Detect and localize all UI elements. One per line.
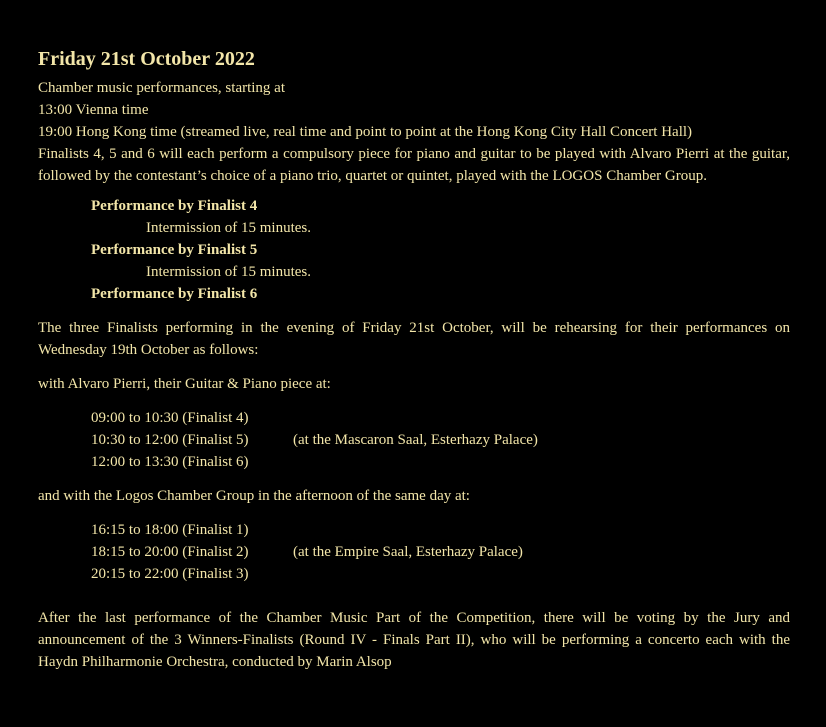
slot-row	[38, 451, 790, 473]
slot-time: 10:30 to 12:00 (Finalist 5)	[91, 432, 249, 448]
intermission-1: Intermission of 15 minutes.	[146, 220, 311, 236]
document-body	[38, 45, 790, 673]
performance-finalist-6: Performance by Finalist 6	[91, 286, 258, 302]
logos-heading: and with the Logos Chamber Group in the afternoon of the same day at:	[38, 488, 470, 504]
intermission-2: Intermission of 15 minutes.	[146, 264, 311, 280]
slot-row	[38, 563, 790, 585]
performance-finalist-5: Performance by Finalist 5	[91, 242, 258, 258]
slot-time: 18:15 to 20:00 (Finalist 2)	[91, 544, 249, 560]
slot-time: 09:00 to 10:30 (Finalist 4)	[91, 410, 249, 426]
logos-slots	[38, 519, 790, 585]
intro-paragraph: Finalists 4, 5 and 6 will each perform a compulsory piece for piano and guitar to be played with Alvaro Pierri at the guitar, followed by the contestant’s choice of a piano trio, quartet or quintet, played with the LOGOS Chamber Group.	[38, 146, 790, 184]
performance-finalist-4: Performance by Finalist 4	[91, 198, 258, 214]
slot-row	[38, 407, 790, 429]
slot-location: (at the Mascaron Saal, Esterhazy Palace)	[293, 432, 538, 448]
slot-row	[38, 541, 790, 563]
intro-line-1: Chamber music performances, starting at	[38, 80, 286, 96]
slot-row	[38, 519, 790, 541]
closing-paragraph: After the last performance of the Chamber Music Part of the Competition, there will be voting by the Jury and announcement of the 3 Winners-Finalists (Round IV - Finals Part II), who will be performing a concerto each with the Haydn Philharmonie Orchestra, conducted by Marin Alsop	[38, 610, 790, 670]
slot-time: 20:15 to 22:00 (Finalist 3)	[91, 566, 249, 582]
slot-row	[38, 429, 790, 451]
slot-time: 12:00 to 13:30 (Finalist 6)	[91, 454, 249, 470]
page-title: Friday 21st October 2022	[38, 48, 255, 70]
slot-time: 16:15 to 18:00 (Finalist 1)	[91, 522, 249, 538]
intro-line-vienna-time: 13:00 Vienna time	[38, 102, 149, 118]
intro-line-hong-kong-time: 19:00 Hong Kong time (streamed live, real time and point to point at the Hong Kong City Hall Concert Hall)	[38, 124, 693, 140]
performance-schedule	[38, 195, 790, 305]
guitar-piano-slots	[38, 407, 790, 473]
slot-location: (at the Empire Saal, Esterhazy Palace)	[293, 544, 523, 560]
rehearsal-intro: The three Finalists performing in the evening of Friday 21st October, will be rehearsing for their performances on Wednesday 19th October as follows:	[38, 320, 790, 358]
guitar-piano-heading: with Alvaro Pierri, their Guitar & Piano piece at:	[38, 376, 331, 392]
